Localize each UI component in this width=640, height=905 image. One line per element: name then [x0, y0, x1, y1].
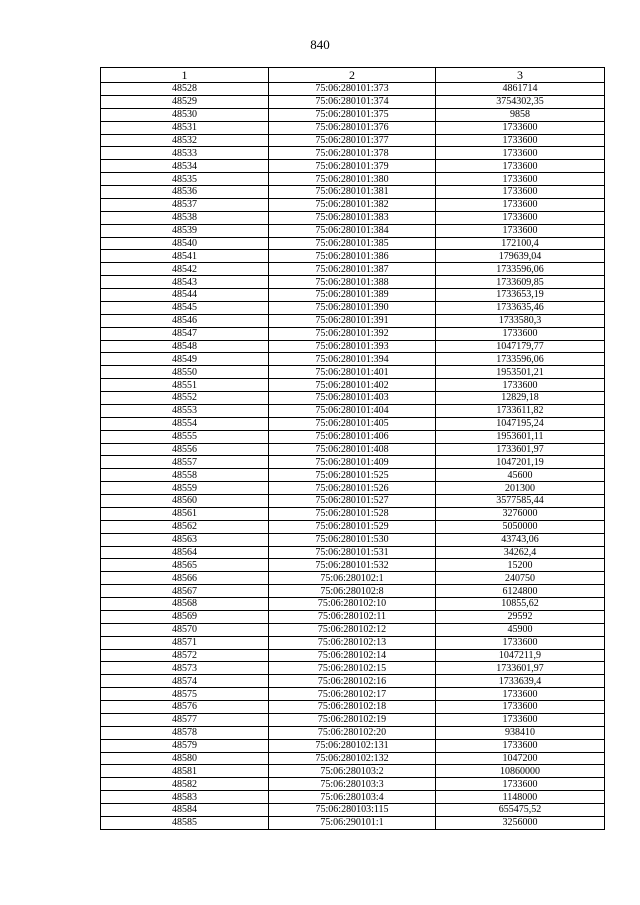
value-cell: 1733600	[436, 701, 605, 714]
row-number-cell: 48565	[101, 559, 269, 572]
row-number-cell: 48550	[101, 366, 269, 379]
row-number-cell: 48546	[101, 314, 269, 327]
row-number-cell: 48562	[101, 520, 269, 533]
value-cell: 1953501,21	[436, 366, 605, 379]
row-number-cell: 48573	[101, 662, 269, 675]
value-cell: 1733600	[436, 379, 605, 392]
cadastral-number-cell: 75:06:280102:8	[269, 585, 436, 598]
table-row	[101, 598, 605, 611]
table-body	[101, 83, 605, 830]
row-number-cell: 48536	[101, 186, 269, 199]
table-row	[101, 353, 605, 366]
table-row	[101, 495, 605, 508]
value-cell: 1733600	[436, 173, 605, 186]
value-cell: 201300	[436, 482, 605, 495]
cadastral-number-cell: 75:06:280101:408	[269, 443, 436, 456]
cadastral-number-cell: 75:06:280101:394	[269, 353, 436, 366]
table-row	[101, 675, 605, 688]
row-number-cell: 48583	[101, 791, 269, 804]
table-row	[101, 649, 605, 662]
row-number-cell: 48540	[101, 237, 269, 250]
cadastral-number-cell: 75:06:280102:14	[269, 649, 436, 662]
row-number-cell: 48569	[101, 610, 269, 623]
row-number-cell: 48570	[101, 623, 269, 636]
table-row	[101, 662, 605, 675]
row-number-cell: 48541	[101, 250, 269, 263]
value-cell: 15200	[436, 559, 605, 572]
cadastral-number-cell: 75:06:280101:406	[269, 430, 436, 443]
table-row	[101, 289, 605, 302]
value-cell: 3754302,35	[436, 95, 605, 108]
value-cell: 1953601,11	[436, 430, 605, 443]
cadastral-number-cell: 75:06:280101:527	[269, 495, 436, 508]
value-cell: 45600	[436, 469, 605, 482]
table-row	[101, 533, 605, 546]
page-number: 840	[310, 37, 330, 52]
table-row	[101, 636, 605, 649]
value-cell: 1733601,97	[436, 662, 605, 675]
row-number-cell: 48584	[101, 804, 269, 817]
table-row	[101, 198, 605, 211]
value-cell: 34262,4	[436, 546, 605, 559]
cadastral-number-cell: 75:06:280101:530	[269, 533, 436, 546]
column-header-2: 2	[269, 68, 436, 83]
cadastral-number-cell: 75:06:280101:380	[269, 173, 436, 186]
value-cell: 1733596,06	[436, 263, 605, 276]
row-number-cell: 48558	[101, 469, 269, 482]
value-cell: 1733600	[436, 211, 605, 224]
cadastral-number-cell: 75:06:280101:405	[269, 417, 436, 430]
table-row	[101, 250, 605, 263]
table-row	[101, 739, 605, 752]
row-number-cell: 48579	[101, 739, 269, 752]
value-cell: 6124800	[436, 585, 605, 598]
value-cell: 1733580,3	[436, 314, 605, 327]
row-number-cell: 48543	[101, 276, 269, 289]
value-cell: 4861714	[436, 83, 605, 96]
table-row	[101, 701, 605, 714]
cadastral-number-cell: 75:06:280102:17	[269, 688, 436, 701]
row-number-cell: 48568	[101, 598, 269, 611]
table-row	[101, 520, 605, 533]
value-cell: 1733600	[436, 134, 605, 147]
value-cell: 1733600	[436, 186, 605, 199]
cadastral-number-cell: 75:06:280102:18	[269, 701, 436, 714]
cadastral-number-cell: 75:06:280101:384	[269, 224, 436, 237]
value-cell: 1047200	[436, 752, 605, 765]
row-number-cell: 48581	[101, 765, 269, 778]
row-number-cell: 48528	[101, 83, 269, 96]
value-cell: 9858	[436, 108, 605, 121]
row-number-cell: 48532	[101, 134, 269, 147]
table-row	[101, 443, 605, 456]
cadastral-number-cell: 75:06:280101:382	[269, 198, 436, 211]
row-number-cell: 48551	[101, 379, 269, 392]
cadastral-number-cell: 75:06:280101:386	[269, 250, 436, 263]
cadastral-number-cell: 75:06:280101:388	[269, 276, 436, 289]
cadastral-number-cell: 75:06:280101:375	[269, 108, 436, 121]
row-number-cell: 48576	[101, 701, 269, 714]
row-number-cell: 48564	[101, 546, 269, 559]
cadastral-number-cell: 75:06:280103:115	[269, 804, 436, 817]
value-cell: 1148000	[436, 791, 605, 804]
row-number-cell: 48547	[101, 327, 269, 340]
table-row	[101, 173, 605, 186]
value-cell: 10860000	[436, 765, 605, 778]
table-row	[101, 713, 605, 726]
cadastral-number-cell: 75:06:280101:409	[269, 456, 436, 469]
row-number-cell: 48578	[101, 726, 269, 739]
table-row	[101, 752, 605, 765]
value-cell: 5050000	[436, 520, 605, 533]
cadastral-number-cell: 75:06:280101:392	[269, 327, 436, 340]
row-number-cell: 48580	[101, 752, 269, 765]
value-cell: 1733609,85	[436, 276, 605, 289]
row-number-cell: 48563	[101, 533, 269, 546]
row-number-cell: 48566	[101, 572, 269, 585]
row-number-cell: 48560	[101, 495, 269, 508]
value-cell: 1047195,24	[436, 417, 605, 430]
cadastral-number-cell: 75:06:280103:4	[269, 791, 436, 804]
row-number-cell: 48567	[101, 585, 269, 598]
row-number-cell: 48537	[101, 198, 269, 211]
value-cell: 1733600	[436, 224, 605, 237]
row-number-cell: 48531	[101, 121, 269, 134]
value-cell: 3276000	[436, 507, 605, 520]
value-cell: 1733596,06	[436, 353, 605, 366]
table-row	[101, 430, 605, 443]
cadastral-number-cell: 75:06:280101:402	[269, 379, 436, 392]
table-row	[101, 688, 605, 701]
column-header-1: 1	[101, 68, 269, 83]
table-row	[101, 121, 605, 134]
table-row	[101, 765, 605, 778]
value-cell: 1733600	[436, 688, 605, 701]
row-number-cell: 48533	[101, 147, 269, 160]
value-cell: 1733600	[436, 739, 605, 752]
cadastral-number-cell: 75:06:280102:11	[269, 610, 436, 623]
table-row	[101, 276, 605, 289]
cadastral-number-cell: 75:06:280101:391	[269, 314, 436, 327]
table-row	[101, 417, 605, 430]
table-row	[101, 456, 605, 469]
row-number-cell: 48538	[101, 211, 269, 224]
value-cell: 1733611,82	[436, 404, 605, 417]
cadastral-number-cell: 75:06:280102:16	[269, 675, 436, 688]
cadastral-number-cell: 75:06:280101:378	[269, 147, 436, 160]
cadastral-number-cell: 75:06:280101:526	[269, 482, 436, 495]
cadastral-number-cell: 75:06:280101:385	[269, 237, 436, 250]
value-cell: 29592	[436, 610, 605, 623]
value-cell: 172100,4	[436, 237, 605, 250]
row-number-cell: 48555	[101, 430, 269, 443]
table-row	[101, 546, 605, 559]
cadastral-number-cell: 75:06:280101:389	[269, 289, 436, 302]
table-row	[101, 816, 605, 829]
row-number-cell: 48582	[101, 778, 269, 791]
row-number-cell: 48554	[101, 417, 269, 430]
table-row	[101, 160, 605, 173]
row-number-cell: 48556	[101, 443, 269, 456]
value-cell: 1733635,46	[436, 301, 605, 314]
table-row	[101, 314, 605, 327]
cadastral-number-cell: 75:06:280103:2	[269, 765, 436, 778]
table-row	[101, 224, 605, 237]
cadastral-number-cell: 75:06:280101:377	[269, 134, 436, 147]
row-number-cell: 48542	[101, 263, 269, 276]
cadastral-number-cell: 75:06:280102:12	[269, 623, 436, 636]
table-row	[101, 507, 605, 520]
value-cell: 12829,18	[436, 392, 605, 405]
value-cell: 1047201,19	[436, 456, 605, 469]
table-row	[101, 134, 605, 147]
table-row	[101, 623, 605, 636]
cadastral-number-cell: 75:06:280102:132	[269, 752, 436, 765]
value-cell: 3577585,44	[436, 495, 605, 508]
value-cell: 43743,06	[436, 533, 605, 546]
value-cell: 10855,62	[436, 598, 605, 611]
value-cell: 179639,04	[436, 250, 605, 263]
table-row	[101, 791, 605, 804]
row-number-cell: 48561	[101, 507, 269, 520]
cadastral-number-cell: 75:06:280102:13	[269, 636, 436, 649]
row-number-cell: 48574	[101, 675, 269, 688]
table-row	[101, 237, 605, 250]
row-number-cell: 48575	[101, 688, 269, 701]
cadastral-number-cell: 75:06:280101:532	[269, 559, 436, 572]
table-row	[101, 610, 605, 623]
value-cell: 1733600	[436, 147, 605, 160]
cadastral-number-cell: 75:06:290101:1	[269, 816, 436, 829]
cadastral-number-cell: 75:06:280101:374	[269, 95, 436, 108]
value-cell: 938410	[436, 726, 605, 739]
table-row	[101, 469, 605, 482]
table-row	[101, 327, 605, 340]
table-row	[101, 340, 605, 353]
cadastral-number-cell: 75:06:280101:528	[269, 507, 436, 520]
table-row	[101, 186, 605, 199]
row-number-cell: 48552	[101, 392, 269, 405]
value-cell: 1733600	[436, 778, 605, 791]
table-row	[101, 366, 605, 379]
value-cell: 45900	[436, 623, 605, 636]
table-row	[101, 404, 605, 417]
table-header-row	[101, 68, 605, 83]
value-cell: 240750	[436, 572, 605, 585]
table-row	[101, 585, 605, 598]
cadastral-number-cell: 75:06:280101:379	[269, 160, 436, 173]
table-row	[101, 379, 605, 392]
row-number-cell: 48553	[101, 404, 269, 417]
value-cell: 3256000	[436, 816, 605, 829]
cadastral-number-cell: 75:06:280101:404	[269, 404, 436, 417]
cadastral-number-cell: 75:06:280102:19	[269, 713, 436, 726]
row-number-cell: 48585	[101, 816, 269, 829]
table-row	[101, 108, 605, 121]
cadastral-number-cell: 75:06:280102:131	[269, 739, 436, 752]
table-row	[101, 726, 605, 739]
table-row	[101, 559, 605, 572]
value-cell: 1733600	[436, 713, 605, 726]
row-number-cell: 48530	[101, 108, 269, 121]
value-cell: 1733653,19	[436, 289, 605, 302]
row-number-cell: 48529	[101, 95, 269, 108]
table-row	[101, 778, 605, 791]
cadastral-number-cell: 75:06:280101:401	[269, 366, 436, 379]
cadastral-number-cell: 75:06:280101:376	[269, 121, 436, 134]
cadastral-number-cell: 75:06:280101:383	[269, 211, 436, 224]
column-header-3: 3	[436, 68, 605, 83]
cadastral-number-cell: 75:06:280101:529	[269, 520, 436, 533]
value-cell: 1047211,9	[436, 649, 605, 662]
cadastral-number-cell: 75:06:280101:403	[269, 392, 436, 405]
table-row	[101, 95, 605, 108]
table-row	[101, 804, 605, 817]
cadastral-number-cell: 75:06:280101:373	[269, 83, 436, 96]
table-row	[101, 301, 605, 314]
cadastral-number-cell: 75:06:280101:525	[269, 469, 436, 482]
value-cell: 1733600	[436, 198, 605, 211]
value-cell: 1733600	[436, 121, 605, 134]
row-number-cell: 48571	[101, 636, 269, 649]
row-number-cell: 48545	[101, 301, 269, 314]
table-row	[101, 572, 605, 585]
data-table	[100, 67, 605, 830]
row-number-cell: 48539	[101, 224, 269, 237]
cadastral-number-cell: 75:06:280102:20	[269, 726, 436, 739]
table-row	[101, 392, 605, 405]
value-cell: 1733639,4	[436, 675, 605, 688]
row-number-cell: 48544	[101, 289, 269, 302]
cadastral-number-cell: 75:06:280102:15	[269, 662, 436, 675]
cadastral-number-cell: 75:06:280101:387	[269, 263, 436, 276]
cadastral-number-cell: 75:06:280103:3	[269, 778, 436, 791]
row-number-cell: 48577	[101, 713, 269, 726]
value-cell: 1733600	[436, 160, 605, 173]
value-cell: 1733600	[436, 327, 605, 340]
cadastral-number-cell: 75:06:280102:10	[269, 598, 436, 611]
cadastral-number-cell: 75:06:280101:390	[269, 301, 436, 314]
value-cell: 1047179,77	[436, 340, 605, 353]
cadastral-number-cell: 75:06:280101:393	[269, 340, 436, 353]
value-cell: 1733600	[436, 636, 605, 649]
cadastral-number-cell: 75:06:280101:381	[269, 186, 436, 199]
table-row	[101, 211, 605, 224]
table-row	[101, 263, 605, 276]
row-number-cell: 48535	[101, 173, 269, 186]
row-number-cell: 48534	[101, 160, 269, 173]
table-row	[101, 147, 605, 160]
cadastral-number-cell: 75:06:280102:1	[269, 572, 436, 585]
row-number-cell: 48572	[101, 649, 269, 662]
row-number-cell: 48559	[101, 482, 269, 495]
row-number-cell: 48557	[101, 456, 269, 469]
value-cell: 655475,52	[436, 804, 605, 817]
cadastral-number-cell: 75:06:280101:531	[269, 546, 436, 559]
row-number-cell: 48548	[101, 340, 269, 353]
value-cell: 1733601,97	[436, 443, 605, 456]
table-row	[101, 482, 605, 495]
table-row	[101, 83, 605, 96]
row-number-cell: 48549	[101, 353, 269, 366]
